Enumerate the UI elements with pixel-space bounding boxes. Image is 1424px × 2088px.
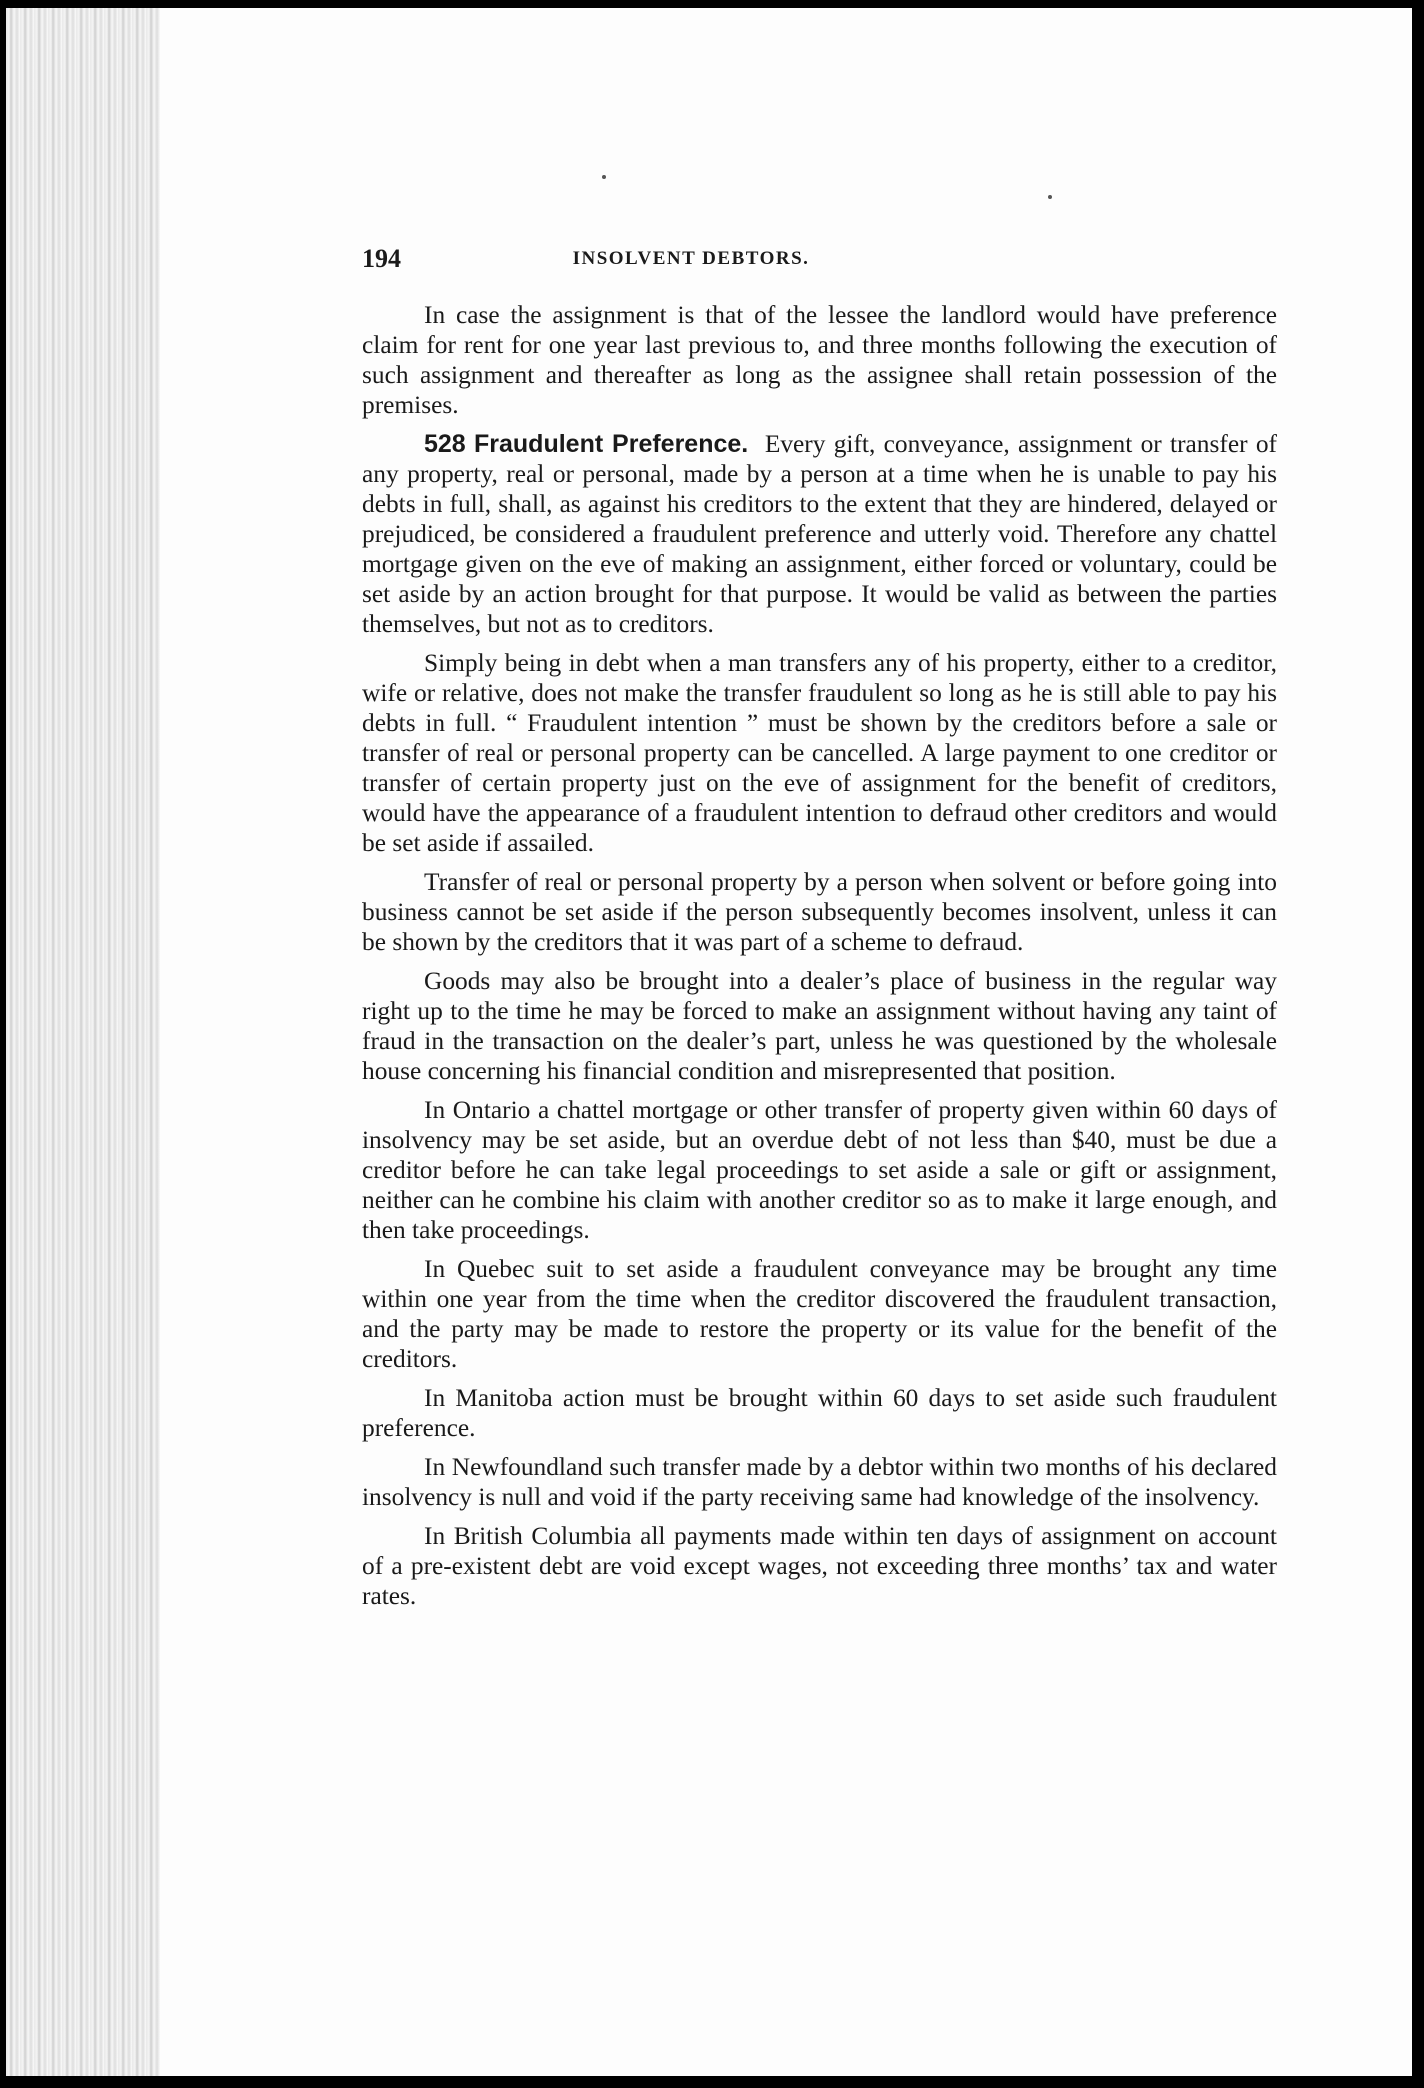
section-number: 528: [424, 430, 466, 458]
paragraph: In Quebec suit to set aside a fraudulent conveyance may be brought any time within one year from the time when the creditor discovered the fraudulent transaction, and the party may be made to restore the property or its value for the benefit of the creditors.: [362, 1255, 1277, 1373]
section-paragraph: [362, 429, 1277, 639]
page-edges-stack: [6, 8, 166, 2076]
paragraph: Transfer of real or personal property by a person when solvent or before going into business cannot be set aside if the person subsequently becomes insolvent, unless it can be shown by the creditors that it was part of a scheme to defraud.: [362, 868, 1277, 956]
page-header: [362, 244, 1020, 278]
scan-speck: [1048, 195, 1052, 199]
page-number: 194: [362, 244, 401, 273]
running-head: INSOLVENT DEBTORS.: [572, 248, 810, 269]
body-text: [362, 300, 1277, 1620]
paragraph: In Newfoundland such transfer made by a debtor within two months of his declared insolvency is null and void if the party receiving same had knowledge of the insolvency.: [362, 1453, 1277, 1511]
section-heading: Fraudulent Preference.: [474, 430, 749, 458]
paragraph: In Manitoba action must be brought within 60 days to set aside such fraudulent preference.: [362, 1384, 1277, 1442]
section-body: Every gift, conveyance, assignment or transfer of any property, real or personal, made by a person at a time when he is unable to pay his debts in full, shall, as against his creditors to the extent that they are hindered, delayed or prejudiced, be considered a fraudulent preference and utterly void. Therefore any chattel mortgage given on the eve of making an assignment, either forced or voluntary, could be set aside by an action brought for that purpose. It would be valid as between the parties themselves, but not as to creditors.: [362, 430, 1277, 638]
paragraph: Simply being in debt when a man transfers any of his property, either to a creditor, wife or relative, does not make the transfer fraudulent so long as he is still able to pay his debts in full. “ Fraudulent intention ” must be shown by the creditors before a sale or transfer of real or personal property can be cancelled. A large payment to one creditor or transfer of certain property just on the eve of assignment for the benefit of creditors, would have the appearance of a fraudulent intention to defraud other creditors and would be set aside if assailed.: [362, 649, 1277, 857]
paragraph: In Ontario a chattel mortgage or other transfer of property given within 60 days of insolvency may be set aside, but an overdue debt of not less than $40, must be due a creditor before he can take legal proceedings to set aside a sale or gift or assignment, neither can he combine his claim with another creditor so as to make it large enough, and then take proceedings.: [362, 1096, 1277, 1244]
paragraph: In British Columbia all payments made within ten days of assignment on account of a pre-existent debt are void except wages, not exceeding three months’ tax and water rates.: [362, 1522, 1277, 1610]
scan-speck: [602, 175, 606, 179]
paragraph: Goods may also be brought into a dealer’s place of business in the regular way right up to the time he may be forced to make an assignment without having any taint of fraud in the transaction on the dealer’s part, unless he was questioned by the wholesale house concerning his financial condition and misrepresented that position.: [362, 967, 1277, 1085]
paragraph: In case the assignment is that of the lessee the landlord would have preference claim for rent for one year last previous to, and three months following the execution of such assignment and thereafter as long as the assignee shall retain possession of the premises.: [362, 301, 1277, 419]
